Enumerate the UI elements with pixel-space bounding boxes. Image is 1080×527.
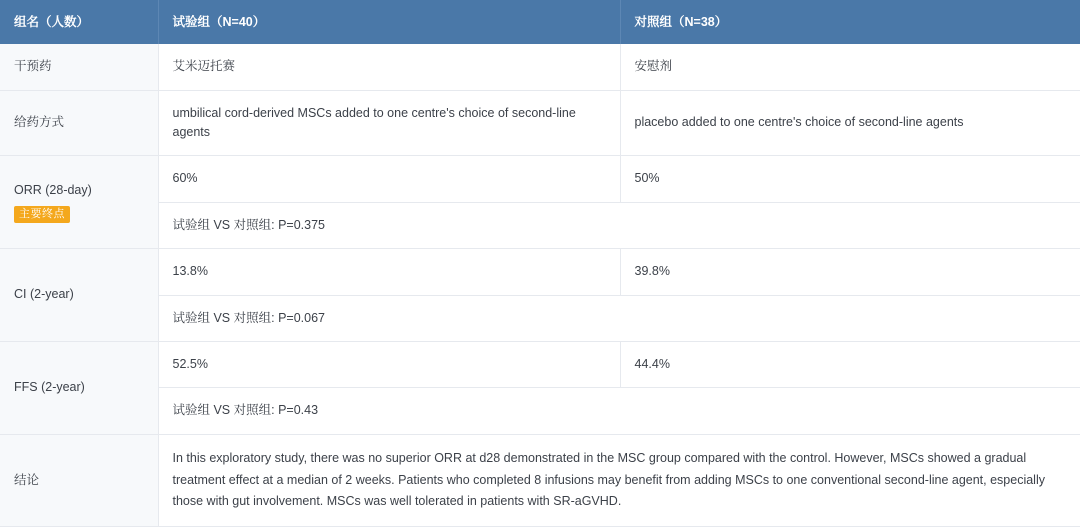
table-row — [0, 44, 1080, 90]
table-header-row — [0, 0, 1080, 44]
column-header-group: 组名（人数） — [0, 0, 158, 44]
column-header-trial: 试验组（N=40） — [158, 0, 620, 44]
cell-control-intervention-drug: 安慰剂 — [620, 44, 1080, 90]
table-row-conclusion — [0, 434, 1080, 527]
table-header — [0, 0, 1080, 44]
row-label-intervention-drug — [0, 44, 158, 90]
cell-trial-ffs: 52.5% — [158, 341, 620, 387]
table-row-pvalue — [0, 295, 1080, 341]
row-label-text: FFS (2-year) — [14, 380, 85, 395]
cell-pvalue-ffs: 试验组 VS 对照组: P=0.43 — [158, 388, 1080, 434]
row-label-text: 干预药 — [14, 59, 52, 74]
cell-control-ffs: 44.4% — [620, 341, 1080, 387]
cell-conclusion-text: In this exploratory study, there was no superior ORR at d28 demonstrated in the MSC group compared with the control. However, MSCs showed a gradual treatment effect at a median of 2 weeks. Patients who completed 8 infusions may benefit from adding MSCs to one conventional second-line agent, especially those with gut involvement. MSCs was well tolerated in patients with SR-aGVHD. — [158, 434, 1080, 527]
row-label-text: 给药方式 — [14, 115, 65, 130]
row-label-conclusion — [0, 434, 158, 527]
cell-trial-ci: 13.8% — [158, 249, 620, 295]
cell-trial-administration: umbilical cord-derived MSCs added to one centre's choice of second-line agents — [158, 90, 620, 156]
row-label-text: CI (2-year) — [14, 287, 74, 302]
cell-trial-intervention-drug: 艾米迈托赛 — [158, 44, 620, 90]
table-row-pvalue — [0, 202, 1080, 248]
table-row-pvalue — [0, 388, 1080, 434]
table-row — [0, 249, 1080, 295]
table-body — [0, 44, 1080, 527]
row-label-ci — [0, 249, 158, 342]
cell-control-ci: 39.8% — [620, 249, 1080, 295]
column-header-control: 对照组（N=38） — [620, 0, 1080, 44]
row-label-administration — [0, 90, 158, 156]
table-row — [0, 90, 1080, 156]
cell-control-orr: 50% — [620, 156, 1080, 202]
cell-pvalue-orr: 试验组 VS 对照组: P=0.375 — [158, 202, 1080, 248]
cell-trial-orr: 60% — [158, 156, 620, 202]
row-label-ffs — [0, 341, 158, 434]
table-row — [0, 341, 1080, 387]
cell-control-administration: placebo added to one centre's choice of second-line agents — [620, 90, 1080, 156]
row-label-orr — [0, 156, 158, 249]
row-label-text: ORR (28-day) — [14, 182, 92, 197]
table-row — [0, 156, 1080, 202]
status-badge-primary-endpoint: 主要终点 — [14, 206, 70, 223]
cell-pvalue-ci: 试验组 VS 对照组: P=0.067 — [158, 295, 1080, 341]
row-label-text: 结论 — [14, 472, 40, 487]
